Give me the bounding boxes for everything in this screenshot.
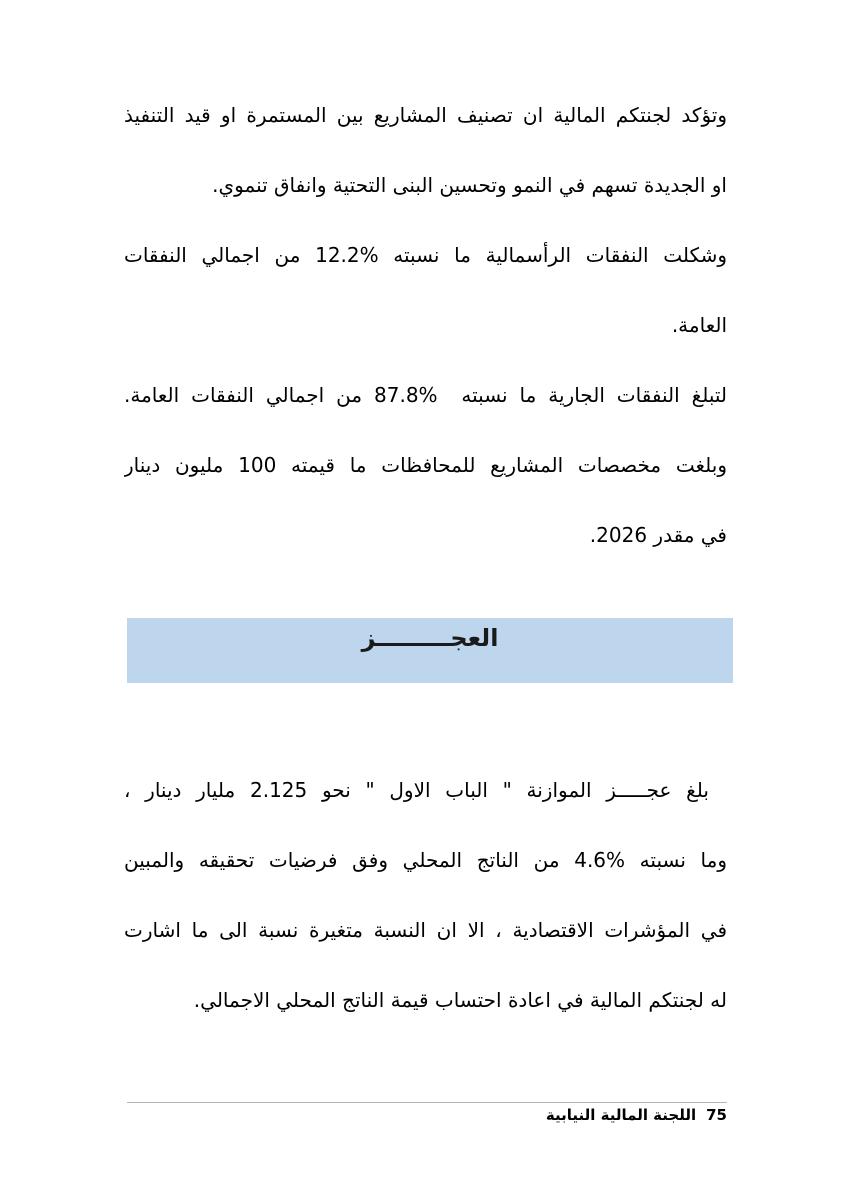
text-line: بلغ عجـــــز الموازنة " الباب الاول " نحو 2.125 مليار دينار ، <box>124 778 709 802</box>
footer-page-number: 75 <box>706 1106 727 1124</box>
document-body <box>124 0 727 1035</box>
text-line: وبلغت مخصصات المشاريع للمحافظات ما قيمته 100 مليون دينار <box>124 453 727 477</box>
deficit-section-heading: العجـــــــــز <box>361 624 499 652</box>
text-line: وشكلت النفقات الرأسمالية ما نسبته %12.2 من اجمالي النفقات <box>124 243 727 267</box>
text-line: او الجديدة تسهم في النمو وتحسين البنى التحتية وانفاق تنموي. <box>212 173 727 197</box>
paragraph-governorate-allocations <box>124 430 727 570</box>
deficit-section-heading-band <box>127 618 733 683</box>
page-footer <box>127 1102 727 1125</box>
text-line: في المؤشرات الاقتصادية ، الا ان النسبة متغيرة نسبة الى ما اشارت <box>124 918 727 942</box>
paragraph-capital-expenditure <box>124 220 727 360</box>
text-line: في مقدر 2026. <box>589 523 727 547</box>
paragraph-current-expenditure <box>124 360 727 430</box>
text-line: وما نسبته %4.6 من الناتج المحلي وفق فرضيات تحقيقه والمبين <box>124 848 727 872</box>
text-line: وتؤكد لجنتكم المالية ان تصنيف المشاريع بين المستمرة او قيد التنفيذ <box>124 103 727 127</box>
paragraph-budget-deficit <box>124 755 727 1035</box>
text-line: لتبلغ النفقات الجارية ما نسبته %87.8 من اجمالي النفقات العامة. <box>124 383 727 407</box>
text-line: له لجنتكم المالية في اعادة احتساب قيمة الناتج المحلي الاجمالي. <box>193 988 727 1012</box>
text-line: العامة. <box>671 313 727 337</box>
footer-committee-label: اللجنة المالية النيابية <box>545 1106 697 1124</box>
paragraph-project-classification <box>124 80 727 220</box>
